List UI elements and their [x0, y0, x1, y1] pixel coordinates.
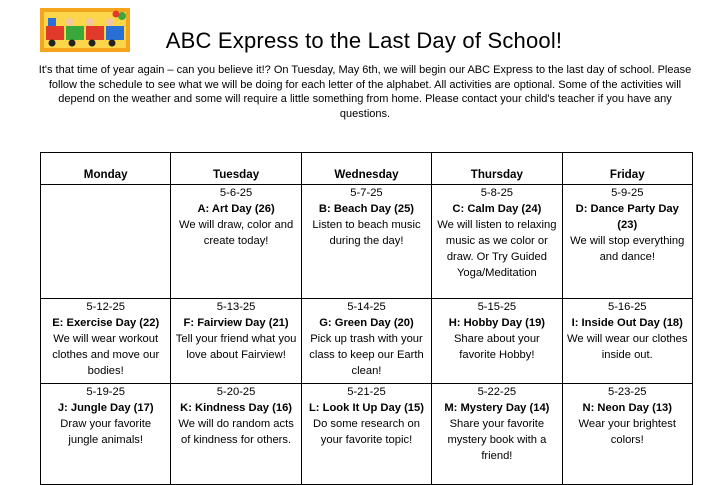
day-header-monday: Monday	[41, 153, 171, 185]
cell-date: 5-7-25	[350, 187, 383, 199]
cell-theme: C: Calm Day (24)	[452, 203, 542, 215]
day-cell	[301, 185, 431, 299]
cell-description: We will stop everything and dance!	[570, 235, 685, 263]
day-cell	[41, 299, 171, 384]
cell-theme: J: Jungle Day (17)	[57, 402, 154, 414]
cell-theme: A: Art Day (26)	[197, 203, 275, 215]
cell-description: Share your favorite mystery book with a friend!	[447, 418, 547, 462]
day-header-tuesday: Tuesday	[171, 153, 301, 185]
day-cell	[171, 299, 301, 384]
day-cell	[562, 384, 692, 485]
day-cell	[171, 384, 301, 485]
schedule-table	[40, 152, 693, 485]
cell-description: We will wear our clothes inside out.	[567, 333, 688, 361]
cell-theme: M: Mystery Day (14)	[444, 402, 550, 414]
day-cell	[301, 299, 431, 384]
cell-description: Draw your favorite jungle animals!	[60, 418, 152, 446]
week-row	[41, 185, 693, 299]
day-cell	[432, 384, 562, 485]
cell-date: 5-19-25	[86, 386, 125, 398]
cell-date: 5-13-25	[216, 301, 256, 313]
day-cell	[41, 384, 171, 485]
day-cell	[562, 299, 692, 384]
cell-theme: E: Exercise Day (22)	[52, 317, 160, 329]
day-header-row	[41, 153, 693, 185]
page-title: ABC Express to the Last Day of School!	[165, 28, 563, 53]
cell-description: Do some research on your favorite topic!	[312, 418, 420, 446]
cell-description: Share about your favorite Hobby!	[453, 333, 540, 361]
cell-description: We will wear workout clothes and move our bodies!	[52, 333, 160, 377]
day-cell	[562, 185, 692, 299]
cell-theme: L: Look It Up Day (15)	[308, 402, 424, 414]
cell-date: 5-9-25	[611, 187, 644, 199]
cell-description: Wear your brightest colors!	[578, 418, 676, 446]
cell-theme: N: Neon Day (13)	[582, 402, 673, 414]
cell-theme: D: Dance Party Day (23)	[575, 203, 679, 231]
cell-description: We will do random acts of kindness for others.	[178, 418, 294, 446]
day-cell	[432, 185, 562, 299]
cell-description: We will listen to relaxing music as we color or draw. Or Try Guided Yoga/Meditation	[437, 219, 557, 279]
week-row	[41, 299, 693, 384]
cell-theme: K: Kindness Day (16)	[180, 402, 293, 414]
cell-date: 5-15-25	[477, 301, 517, 313]
cell-theme: H: Hobby Day (19)	[448, 317, 546, 329]
cell-theme: B: Beach Day (25)	[318, 203, 415, 215]
day-cell-empty	[41, 185, 171, 299]
cell-date: 5-22-25	[477, 386, 517, 398]
cell-description: Tell your friend what you love about Fairview!	[175, 333, 297, 361]
cell-theme: G: Green Day (20)	[319, 317, 414, 329]
day-cell	[301, 384, 431, 485]
cell-date: 5-8-25	[480, 187, 514, 199]
cell-date: 5-6-25	[219, 187, 253, 199]
cell-description: We will draw, color and create today!	[178, 219, 294, 247]
cell-date: 5-14-25	[347, 301, 386, 313]
cell-theme: F: Fairview Day (21)	[183, 317, 289, 329]
week-row	[41, 384, 693, 485]
day-header-wednesday: Wednesday	[301, 153, 431, 185]
cell-date: 5-23-25	[607, 386, 647, 398]
intro-paragraph: It's that time of year again – can you believe it!? On Tuesday, May 6th, we will begin our ABC Express to the last day of school. Please follow the schedule to see what we will be doing for each letter of the alphabet. All activities are optional. Some of the activities will depend on the weather and some will require a little something from home. Please contact your child's teacher if you have any questions.	[38, 64, 692, 120]
cell-description: Listen to beach music during the day!	[312, 219, 421, 247]
cell-date: 5-21-25	[347, 386, 386, 398]
cell-date: 5-20-25	[216, 386, 256, 398]
cell-description: Pick up trash with your class to keep our Earth clean!	[309, 333, 424, 377]
day-cell	[432, 299, 562, 384]
cell-date: 5-16-25	[607, 301, 647, 313]
day-header-thursday: Thursday	[432, 153, 562, 185]
day-header-friday: Friday	[562, 153, 692, 185]
cell-theme: I: Inside Out Day (18)	[571, 317, 683, 329]
cell-date: 5-12-25	[86, 301, 125, 313]
day-cell	[171, 185, 301, 299]
